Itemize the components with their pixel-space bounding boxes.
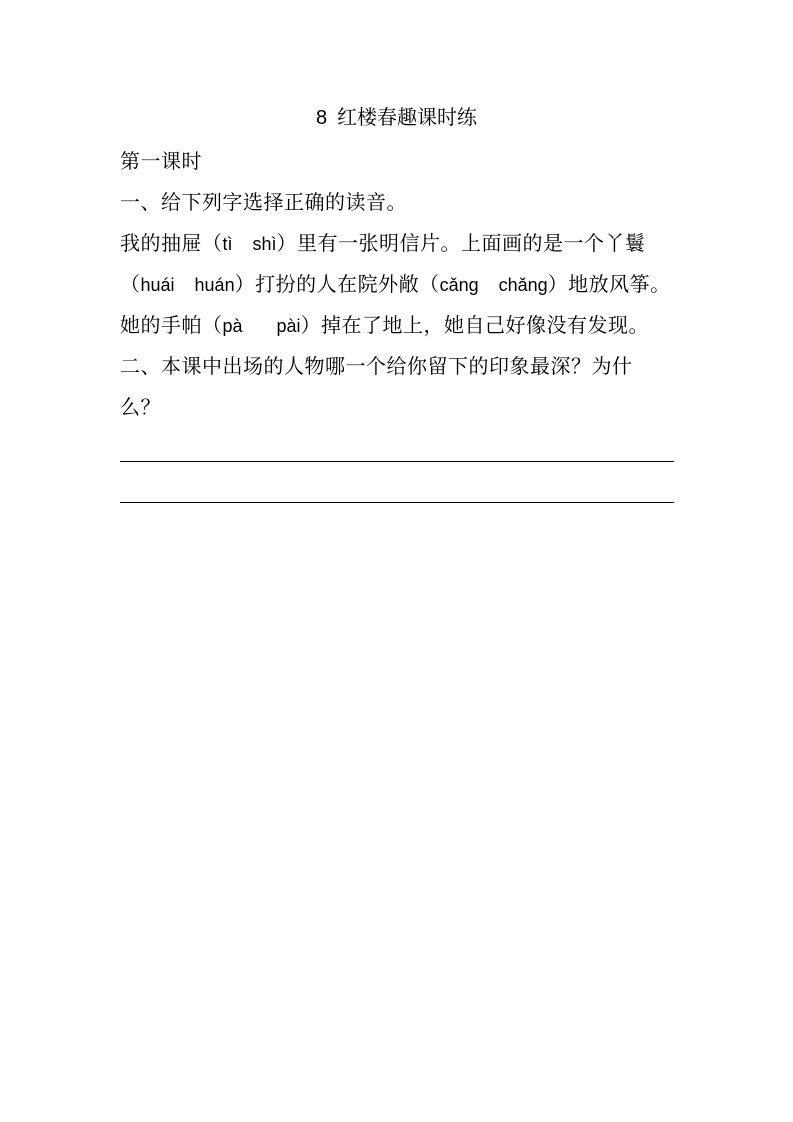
q1-line1-pre: 我的抽屉（ [120,231,223,255]
pinyin-option-huan: huán [194,275,235,295]
pinyin-option-huai: huái [140,275,175,295]
pinyin-option-pa: pà [222,316,243,336]
question-1-heading: 一、给下列字选择正确的读音。 [120,190,407,214]
pinyin-option-pai: pài [276,316,301,336]
q1-line3-post: ）掉在了地上，她自己好像没有发现。 [300,313,650,337]
pinyin-option-cang: cǎng [439,275,479,295]
lesson-label: 第一课时 [120,149,202,173]
q1-line1-post: ）里有一张明信片。上面画的是一个丫鬟 [276,231,646,255]
pinyin-option-ti: tì [222,234,233,254]
answer-line-2[interactable] [120,502,674,503]
page-title [0,103,793,132]
question-1-line-1 [120,229,680,258]
question-1-line-3 [120,311,680,340]
title-text: 红楼春趣课时练 [337,105,478,129]
pinyin-option-shi: shì [252,234,277,254]
q1-line2-pre: （ [120,272,141,296]
pinyin-option-chang: chǎng [498,275,548,295]
question-2-line-2: 么？ [120,395,161,419]
question-2-line-1: 二、本课中出场的人物哪一个给你留下的印象最深？为什 [120,354,633,378]
q1-line3-pre: 她的手帕（ [120,313,223,337]
question-1-line-2 [120,270,680,299]
title-number: 8 [315,107,328,129]
q1-line2-mid: ）打扮的人在院外敞（ [234,272,440,296]
q1-line2-post: ）地放风筝。 [547,272,671,296]
answer-line-1[interactable] [120,461,674,462]
